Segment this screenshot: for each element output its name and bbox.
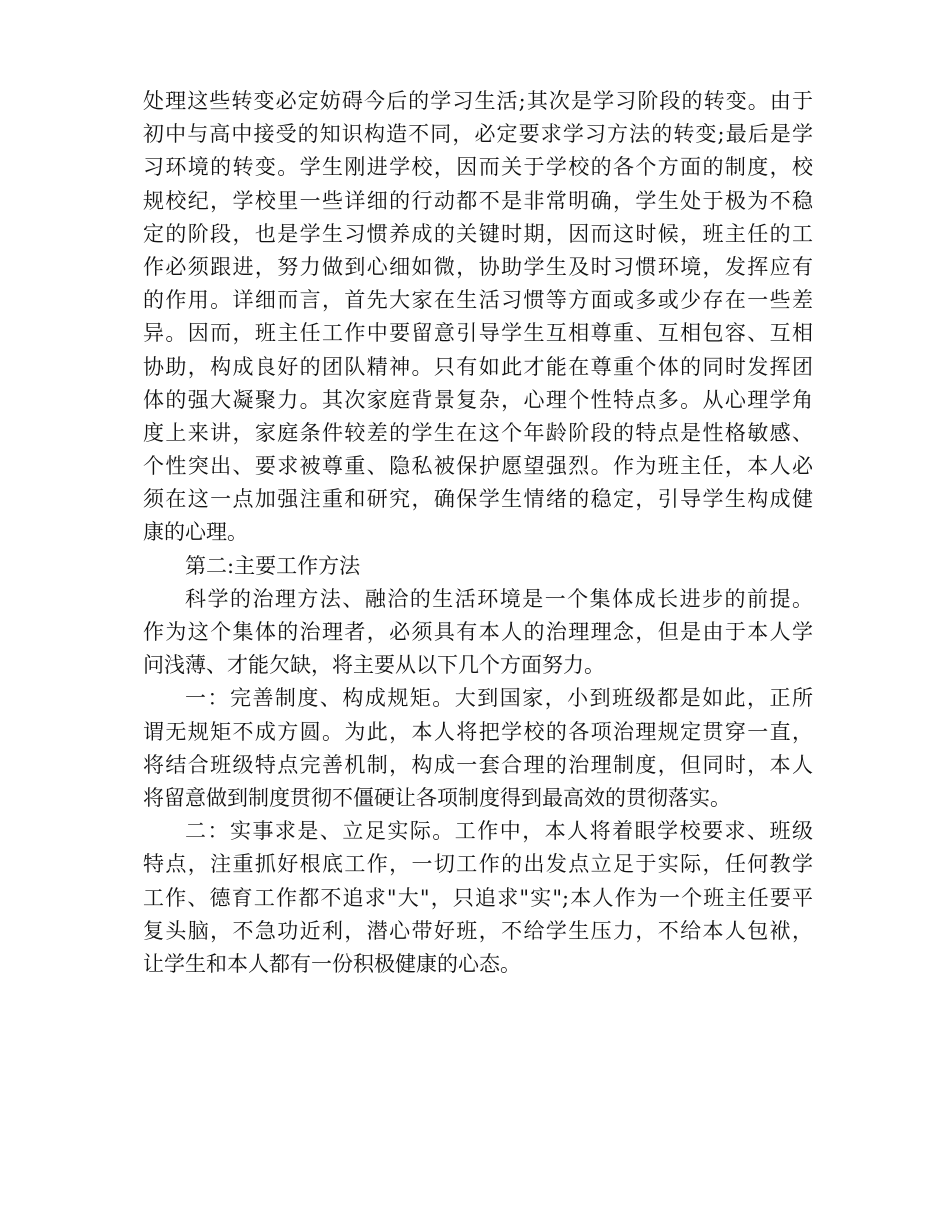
section-heading	[143, 550, 813, 583]
paragraph	[143, 815, 813, 981]
text-line: 作必须跟进，努力做到心细如微，协助学生及时习惯环境，发挥应有	[143, 254, 813, 279]
text-line: 将结合班级特点完善机制，构成一套合理的治理制度，但同时，本人	[143, 752, 813, 777]
paragraph	[143, 85, 813, 550]
text-line: 规校纪，学校里一些详细的行动都不是非常明确，学生处于极为不稳	[143, 188, 813, 213]
text-line: 将留意做到制度贯彻不僵硬让各项制度得到最高效的贯彻落实。	[143, 785, 731, 810]
text-line: 特点，注重抓好根底工作，一切工作的出发点立足于实际，任何教学	[143, 852, 813, 877]
text-line: 的作用。详细而言，首先大家在生活习惯等方面或多或少存在一些差	[143, 288, 813, 313]
paragraph	[143, 583, 813, 683]
text-line: 复头脑，不急功近利，潜心带好班，不给学生压力，不给本人包袱，	[143, 918, 813, 943]
text-line: 习环境的转变。学生刚进学校，因而关于学校的各个方面的制度，校	[143, 155, 813, 180]
text-line: 康的心理。	[143, 520, 248, 545]
text-line: 处理这些转变必定妨碍今后的学习生活;其次是学习阶段的转变。由于	[143, 89, 813, 113]
text-line: 须在这一点加强注重和研究，确保学生情绪的稳定，引导学生构成健	[143, 487, 813, 512]
text-line: 让学生和本人都有一份积极健康的心态。	[143, 951, 521, 976]
text-line: 初中与高中接受的知识构造不同，必定要求学习方法的转变;最后是学	[143, 122, 813, 147]
text-line: 工作、德育工作都不追求"大"，只追求"实";本人作为一个班主任要平	[143, 885, 813, 910]
text-line: 异。因而，班主任工作中要留意引导学生互相尊重、互相包容、互相	[143, 321, 813, 346]
text-line: 谓无规矩不成方圆。为此，本人将把学校的各项治理规定贯穿一直，	[143, 719, 813, 744]
text-line: 二：实事求是、立足实际。工作中，本人将着眼学校要求、班级	[185, 819, 813, 844]
document-body	[143, 85, 813, 981]
text-line: 问浅薄、才能欠缺，将主要从以下几个方面努力。	[143, 653, 605, 678]
text-line: 个性突出、要求被尊重、隐私被保护愿望强烈。作为班主任，本人必	[143, 454, 813, 479]
text-line: 协助，构成良好的团队精神。只有如此才能在尊重个体的同时发挥团	[143, 354, 813, 379]
text-line: 度上来讲，家庭条件较差的学生在这个年龄阶段的特点是性格敏感、	[143, 420, 813, 445]
text-line: 一：完善制度、构成规矩。大到国家，小到班级都是如此，正所	[185, 686, 813, 711]
text-line: 科学的治理方法、融洽的生活环境是一个集体成长进步的前提。	[185, 586, 813, 611]
heading-line: 第二:主要工作方法	[185, 553, 361, 578]
text-line: 定的阶段，也是学生习惯养成的关键时期，因而这时候，班主任的工	[143, 221, 813, 246]
text-line: 体的强大凝聚力。其次家庭背景复杂，心理个性特点多。从心理学角	[143, 387, 813, 412]
paragraph	[143, 682, 813, 815]
text-line: 作为这个集体的治理者，必须具有本人的治理理念，但是由于本人学	[143, 620, 813, 644]
